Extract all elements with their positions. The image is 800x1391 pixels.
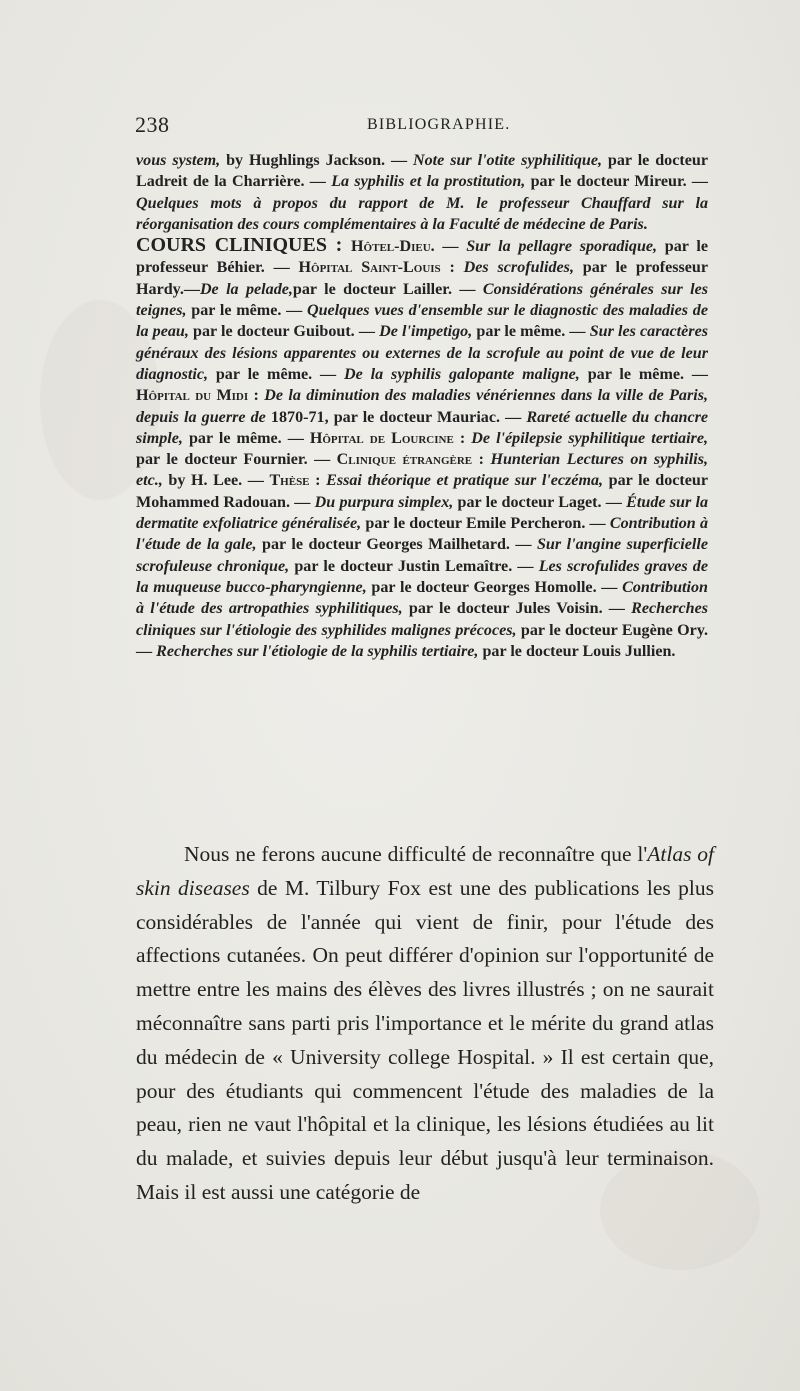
ref-author: par le docteur Lailler. —: [292, 280, 483, 298]
ref-author: par le docteur Justin Lemaître. —: [289, 557, 539, 575]
ref-author: par le docteur Eugène Ory. —: [136, 621, 709, 660]
ref-title: De la diminution des maladies vénériennes dans la ville de Paris, depuis la guerre de: [136, 387, 709, 426]
section-heading: COURS CLINIQUES :: [136, 234, 352, 257]
book-title: Atlas of skin diseases: [136, 842, 715, 900]
ref-title: De l'épilepsie syphilitique tertiaire,: [471, 429, 708, 447]
ref-title: Du purpura simplex,: [314, 493, 454, 511]
ref-title: vous system,: [136, 152, 221, 169]
ref-author: by Hughlings Jackson. —: [220, 152, 413, 169]
bibliography-list: [136, 150, 708, 662]
ref-author: par le professeur Béhier. —: [136, 238, 708, 277]
ref-title: Considérations générales sur les teignes,: [136, 280, 708, 320]
ref-author: par le même. —: [579, 365, 708, 383]
hospital-name: Hôtel-Dieu.: [351, 238, 435, 256]
ref-title: La syphilis et la prostitution,: [331, 173, 526, 191]
ref-author: par le même. —: [182, 429, 310, 447]
ref-author: par le docteur Georges Mailhetard. —: [256, 536, 537, 554]
ref-author: par le même. —: [472, 323, 590, 341]
ref-author: par le professeur Hardy.—: [136, 259, 709, 298]
ref-title: Contribution à l'étude des artropathies syphilitiques,: [136, 578, 708, 618]
ref-author: par le même. —: [186, 302, 307, 320]
separator: :: [248, 387, 265, 405]
ref-author: par le docteur Mireur. —: [525, 173, 709, 191]
ref-title: Quelques vues d'ensemble sur le diagnostic des maladies de la peau,: [136, 302, 708, 341]
ref-author: par le docteur Guibout. —: [188, 323, 380, 341]
ref-title: Essai théorique et pratique sur l'eczéma,: [326, 472, 604, 490]
ref-title: Recherches cliniques sur l'étiologie des syphilides malignes précoces,: [136, 600, 708, 639]
section-label: Thèse: [269, 472, 310, 490]
ref-title: Les scrofulides graves de la muqueuse bucco-pharyngienne,: [136, 557, 708, 596]
review-text: Nous ne ferons aucune difficulté de reconnaître que l': [184, 842, 648, 866]
separator: —: [434, 238, 467, 256]
ref-title: De l'impetigo,: [379, 323, 473, 341]
separator: :: [309, 472, 327, 490]
hospital-name: Hôpital Saint-Louis: [298, 259, 441, 277]
ref-title: Contribution à l'étude de la gale,: [136, 515, 708, 554]
review-text: de M. Tilbury Fox est une des publications les plus considérables de l'année qui vient de finir, pour l'étude des affections cutanées. On peut différer d'opinion sur l'opportunité de mettre entre les mains des élèves des livres illustrés ; on ne saurait méconnaître sans parti pris l'importance et le mérite du grand atlas du médecin de « University college Hospital. » Il est certain que, pour des étudiants qui commencent l'étude des maladies de la peau, rien ne vaut l'hôpital et la clinique, les lésions étudiées au lit du malade, et suivies depuis leur début jusqu'à leur terminaison. Mais il est aussi une catégorie de: [136, 875, 715, 1204]
ref-title: De la syphilis galopante maligne,: [344, 365, 580, 383]
ref-author: par le docteur Mohammed Radouan. —: [136, 472, 709, 511]
ref-title: Étude sur la dermatite exfoliatrice généralisée,: [136, 493, 709, 533]
ref-title: De la pelade,: [199, 280, 293, 298]
hospital-name: Clinique étrangère: [336, 451, 473, 469]
ref-title: Note sur l'otite syphilitique,: [413, 152, 602, 169]
ref-title: Quelques mots à propos du rapport de M. le professeur Chauffard sur la réorganisation des cours complémentaires à la Faculté de médecine de Paris.: [136, 194, 708, 233]
ref-author: par le docteur Jules Voisin. —: [402, 600, 632, 618]
separator: :: [440, 259, 464, 277]
ref-title: Sur les caractères généraux des lésions apparentes ou externes de la scrofule au point de vue de leur diagnostic,: [136, 323, 708, 383]
ref-title: Sur l'angine superficielle scrofuleuse chronique,: [136, 536, 708, 575]
ref-author: par le docteur Georges Homolle. —: [366, 578, 623, 596]
ref-title: Recherches sur l'étiologie de la syphilis tertiaire,: [156, 642, 479, 660]
hospital-name: Hôpital de Lourcine: [309, 429, 454, 447]
hospital-name: Hôpital du Midi: [136, 387, 249, 405]
running-title: BIBLIOGRAPHIE.: [367, 116, 511, 133]
ref-author: par le docteur Laget. —: [453, 493, 627, 511]
ref-author: by H. Lee. —: [162, 472, 270, 490]
ref-author: par le docteur Ladreit de la Charrière. —: [136, 152, 708, 191]
ref-title: Rareté actuelle du chancre simple,: [136, 408, 708, 447]
ref-title: Hunterian Lectures on syphilis, etc.,: [136, 451, 708, 490]
separator: :: [453, 429, 472, 447]
ref-author: 1870-71, par le docteur Mauriac. —: [265, 408, 527, 426]
ref-title: Sur la pellagre sporadique,: [466, 238, 658, 256]
separator: :: [472, 451, 491, 469]
page-header: [135, 112, 707, 142]
page-number: 238: [135, 112, 170, 137]
ref-author: par le docteur Emile Percheron. —: [361, 515, 610, 533]
ref-author: par le docteur Fournier. —: [136, 451, 337, 469]
review-paragraph: [136, 838, 714, 1210]
ref-author: par le même. —: [207, 365, 345, 383]
ref-author: par le docteur Louis Jullien.: [478, 642, 676, 660]
ref-title: Des scrofulides,: [463, 259, 574, 277]
